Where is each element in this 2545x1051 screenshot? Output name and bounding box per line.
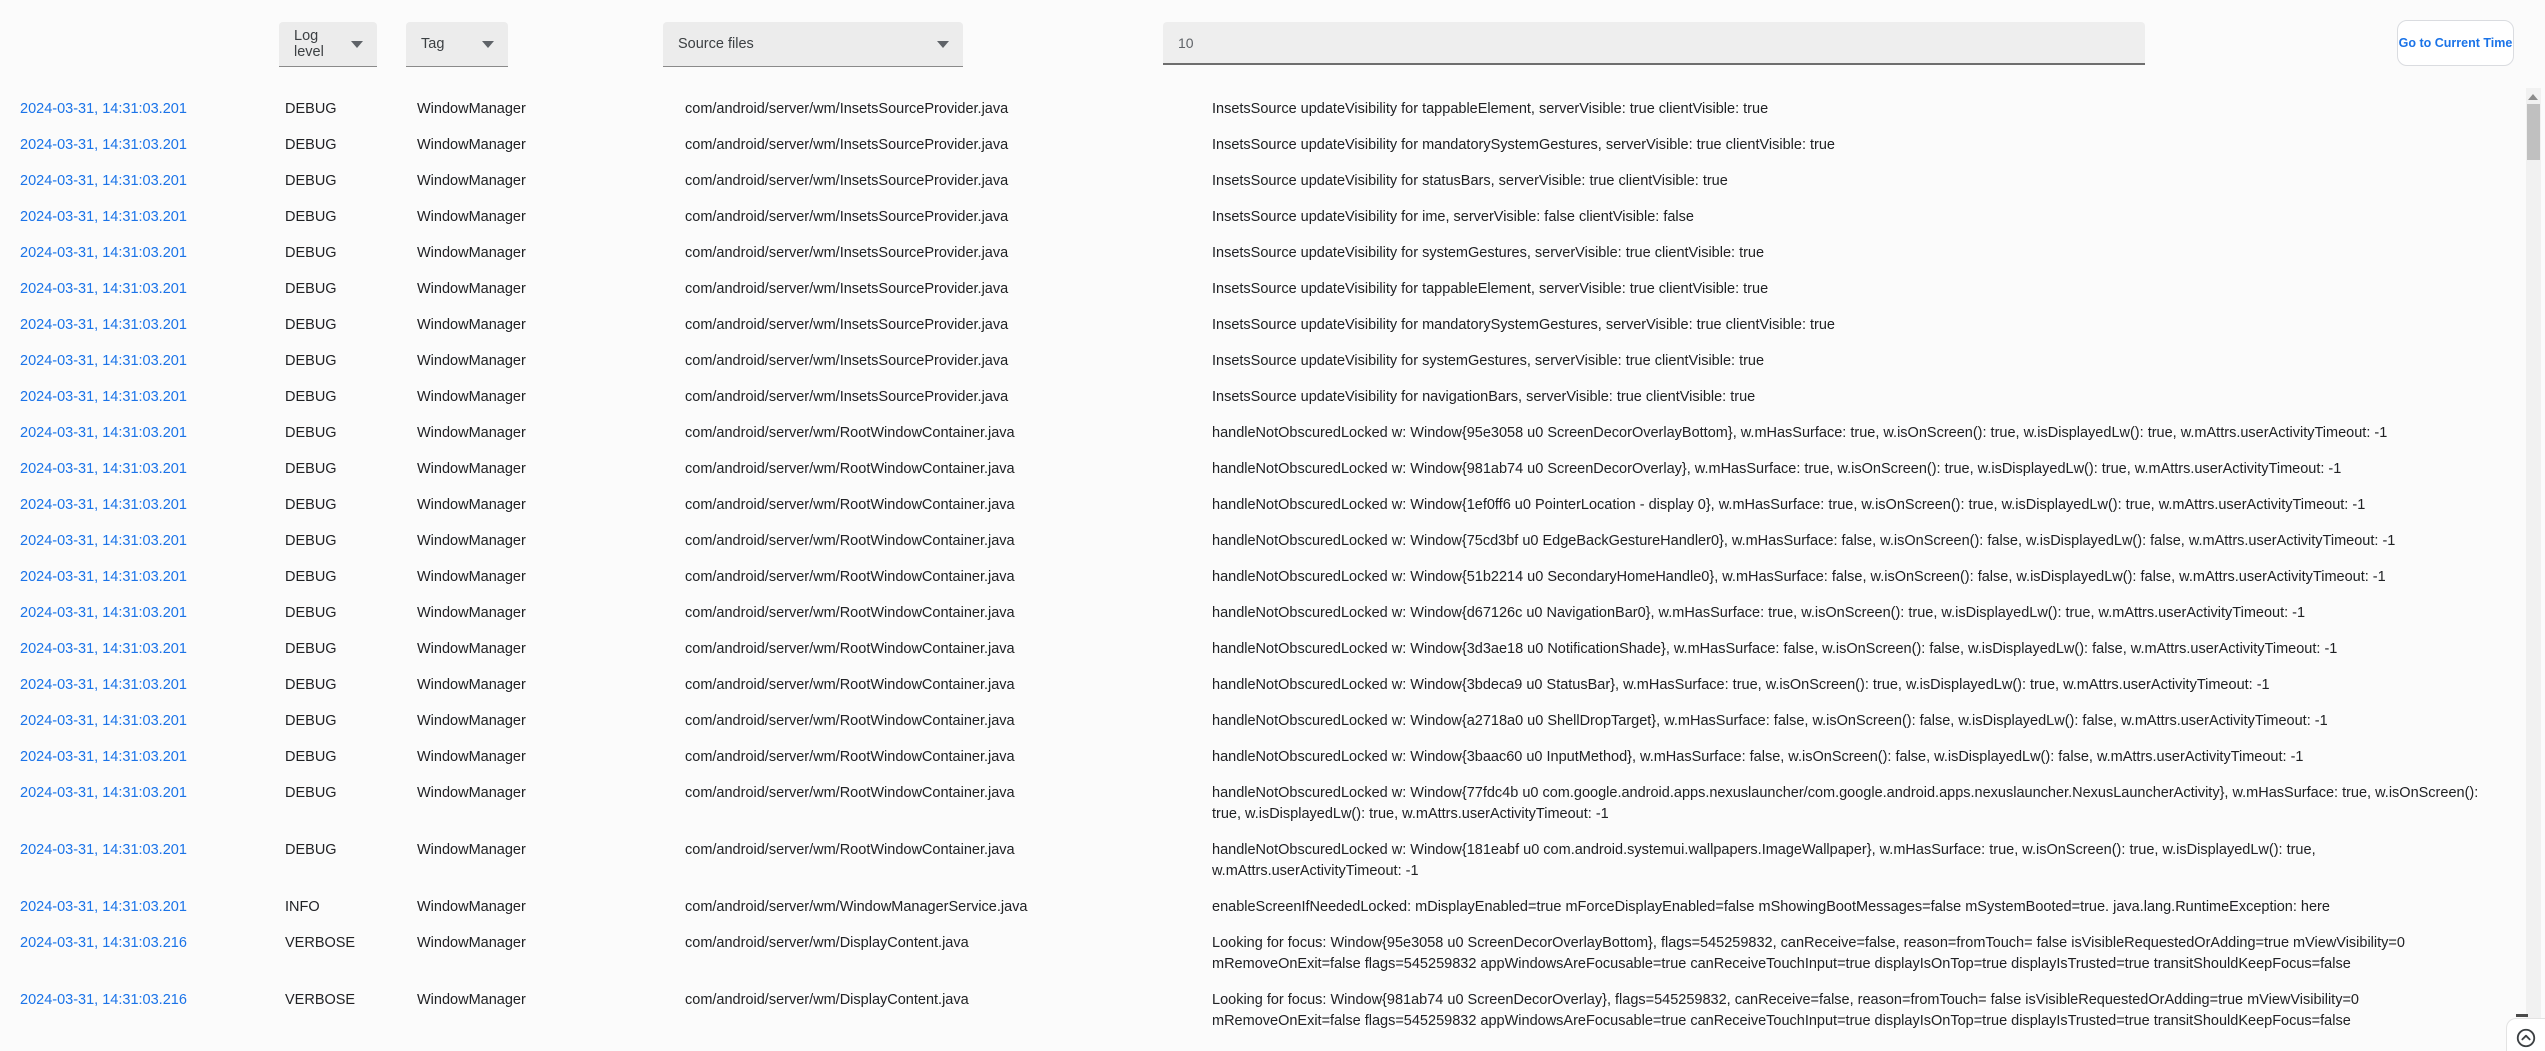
log-row <box>0 668 2527 704</box>
log-row <box>0 704 2527 740</box>
log-message-cell: InsetsSource updateVisibility for statusBars, serverVisible: true clientVisible: true <box>1212 173 1728 189</box>
log-message-cell: InsetsSource updateVisibility for tappableElement, serverVisible: true clientVisible: true <box>1212 101 1769 117</box>
source-files-select[interactable] <box>663 22 963 67</box>
log-message-cell: handleNotObscuredLocked w: Window{3baac60 u0 InputMethod}, w.mHasSurface: false, w.isOnScreen(): false, w.isDisplayedLw(): false, w.mAttrs.userActivityTimeout: -1 <box>1212 749 2304 765</box>
log-tag-cell: WindowManager <box>417 935 526 951</box>
log-row <box>0 632 2527 668</box>
log-row <box>0 416 2527 452</box>
source-files-select-label: Source files <box>678 36 754 52</box>
source-file-cell: com/android/server/wm/RootWindowContainer.java <box>685 713 1015 729</box>
log-row <box>0 128 2527 164</box>
scrollbar-thumb[interactable] <box>2527 104 2540 160</box>
log-level-cell: DEBUG <box>285 317 337 333</box>
timestamp-link[interactable]: 2024-03-31, 14:31:03.201 <box>20 101 187 117</box>
timestamp-link[interactable]: 2024-03-31, 14:31:03.201 <box>20 353 187 369</box>
log-message-cell: InsetsSource updateVisibility for mandatorySystemGestures, serverVisible: true clientVisible: true <box>1212 137 1835 153</box>
timestamp-link[interactable]: 2024-03-31, 14:31:03.201 <box>20 497 187 513</box>
log-level-cell: DEBUG <box>285 641 337 657</box>
log-row <box>0 272 2527 308</box>
log-tag-cell: WindowManager <box>417 245 526 261</box>
log-row <box>0 524 2527 560</box>
source-file-cell: com/android/server/wm/InsetsSourceProvider.java <box>685 173 1009 189</box>
log-message-cell: handleNotObscuredLocked w: Window{3d3ae18 u0 NotificationShade}, w.mHasSurface: false, w.isOnScreen(): false, w.isDisplayedLw(): false, w.mAttrs.userActivityTimeout: -1 <box>1212 641 2338 657</box>
log-message-cell: InsetsSource updateVisibility for systemGestures, serverVisible: true clientVisible: true <box>1212 353 1765 369</box>
log-level-cell: DEBUG <box>285 137 337 153</box>
log-level-cell: INFO <box>285 899 320 915</box>
log-row <box>0 596 2527 632</box>
log-message-cell: handleNotObscuredLocked w: Window{95e3058 u0 ScreenDecorOverlayBottom}, w.mHasSurface: true, w.isOnScreen(): true, w.isDisplayedLw(): true, w.mAttrs.userActivityTimeout: -1 <box>1212 425 2388 441</box>
log-level-cell: DEBUG <box>285 245 337 261</box>
filter-toolbar <box>0 0 2545 88</box>
timestamp-link[interactable]: 2024-03-31, 14:31:03.201 <box>20 209 187 225</box>
log-row <box>0 488 2527 524</box>
source-file-cell: com/android/server/wm/RootWindowContainer.java <box>685 533 1015 549</box>
log-message-cell: InsetsSource updateVisibility for mandatorySystemGestures, serverVisible: true clientVisible: true <box>1212 317 1835 333</box>
log-level-select-label: Log level <box>294 28 324 60</box>
timestamp-link[interactable]: 2024-03-31, 14:31:03.201 <box>20 245 187 261</box>
log-tag-cell: WindowManager <box>417 137 526 153</box>
log-level-cell: DEBUG <box>285 389 337 405</box>
source-file-cell: com/android/server/wm/RootWindowContainer.java <box>685 749 1015 765</box>
log-level-cell: DEBUG <box>285 749 337 765</box>
timestamp-link[interactable]: 2024-03-31, 14:31:03.201 <box>20 749 187 765</box>
caret-down-icon <box>482 41 494 48</box>
log-message-cell: handleNotObscuredLocked w: Window{181eabf u0 com.android.systemui.wallpapers.ImageWallpaper}, w.mHasSurface: true, w.isOnScreen(): true, w.isDisplayedLw(): true, w.mAttrs.userActivityTimeout: -1 <box>1212 842 2316 879</box>
log-row <box>0 380 2527 416</box>
log-row <box>0 200 2527 236</box>
log-message-cell: handleNotObscuredLocked w: Window{77fdc4b u0 com.google.android.apps.nexuslauncher/com.google.android.apps.nexuslauncher.NexusLauncherActivity}, w.mHasSurface: true, w.isOnScreen(): true, w.isDisplayedLw(): true, w.mAttrs.userActivityTimeout: -1 <box>1212 785 2479 822</box>
log-message-cell: InsetsSource updateVisibility for tappableElement, serverVisible: true clientVisible: true <box>1212 281 1769 297</box>
source-file-cell: com/android/server/wm/InsetsSourceProvider.java <box>685 101 1009 117</box>
source-file-cell: com/android/server/wm/RootWindowContainer.java <box>685 641 1015 657</box>
log-list <box>0 92 2527 1040</box>
log-message-cell: handleNotObscuredLocked w: Window{d67126c u0 NavigationBar0}, w.mHasSurface: true, w.isOnScreen(): true, w.isDisplayedLw(): true, w.mAttrs.userActivityTimeout: -1 <box>1212 605 2306 621</box>
source-file-cell: com/android/server/wm/RootWindowContainer.java <box>685 461 1015 477</box>
timestamp-link[interactable]: 2024-03-31, 14:31:03.201 <box>20 605 187 621</box>
tag-select-label: Tag <box>421 36 445 52</box>
log-tag-cell: WindowManager <box>417 713 526 729</box>
log-level-cell: DEBUG <box>285 353 337 369</box>
timestamp-link[interactable]: 2024-03-31, 14:31:03.201 <box>20 281 187 297</box>
log-tag-cell: WindowManager <box>417 101 526 117</box>
log-tag-cell: WindowManager <box>417 677 526 693</box>
source-file-cell: com/android/server/wm/RootWindowContainer.java <box>685 677 1015 693</box>
log-tag-cell: WindowManager <box>417 992 526 1008</box>
log-row <box>0 92 2527 128</box>
go-to-current-time-button[interactable]: Go to Current Time <box>2397 20 2514 66</box>
timestamp-link[interactable]: 2024-03-31, 14:31:03.201 <box>20 137 187 153</box>
timestamp-link[interactable]: 2024-03-31, 14:31:03.201 <box>20 713 187 729</box>
log-row <box>0 833 2527 890</box>
scrollbar-up-arrow-icon[interactable] <box>2528 94 2538 100</box>
source-file-cell: com/android/server/wm/DisplayContent.java <box>685 935 969 951</box>
timestamp-link[interactable]: 2024-03-31, 14:31:03.201 <box>20 389 187 405</box>
source-file-cell: com/android/server/wm/InsetsSourceProvider.java <box>685 389 1009 405</box>
timestamp-link[interactable]: 2024-03-31, 14:31:03.201 <box>20 842 187 858</box>
log-tag-cell: WindowManager <box>417 317 526 333</box>
source-file-cell: com/android/server/wm/WindowManagerService.java <box>685 899 1028 915</box>
log-row <box>0 983 2527 1040</box>
log-level-cell: DEBUG <box>285 842 337 858</box>
timestamp-link[interactable]: 2024-03-31, 14:31:03.201 <box>20 173 187 189</box>
line-count-input[interactable] <box>1163 22 2145 65</box>
log-level-cell: DEBUG <box>285 425 337 441</box>
timestamp-link[interactable]: 2024-03-31, 14:31:03.216 <box>20 992 187 1008</box>
source-file-cell: com/android/server/wm/InsetsSourceProvider.java <box>685 245 1009 261</box>
log-row <box>0 926 2527 983</box>
log-tag-cell: WindowManager <box>417 389 526 405</box>
log-row <box>0 236 2527 272</box>
source-file-cell: com/android/server/wm/InsetsSourceProvider.java <box>685 353 1009 369</box>
timestamp-link[interactable]: 2024-03-31, 14:31:03.201 <box>20 461 187 477</box>
log-tag-cell: WindowManager <box>417 533 526 549</box>
caret-down-icon <box>937 41 949 48</box>
timestamp-link[interactable]: 2024-03-31, 14:31:03.201 <box>20 569 187 585</box>
log-level-cell: DEBUG <box>285 569 337 585</box>
log-message-cell: handleNotObscuredLocked w: Window{3bdeca9 u0 StatusBar}, w.mHasSurface: true, w.isOnScreen(): true, w.isDisplayedLw(): true, w.mAttrs.userActivityTimeout: -1 <box>1212 677 2270 693</box>
timestamp-link[interactable]: 2024-03-31, 14:31:03.201 <box>20 317 187 333</box>
log-row <box>0 164 2527 200</box>
log-level-select[interactable] <box>279 22 377 67</box>
log-message-cell: handleNotObscuredLocked w: Window{981ab74 u0 ScreenDecorOverlay}, w.mHasSurface: true, w.isOnScreen(): true, w.isDisplayedLw(): true, w.mAttrs.userActivityTimeout: -1 <box>1212 461 2342 477</box>
log-message-cell: handleNotObscuredLocked w: Window{1ef0ff6 u0 PointerLocation - display 0}, w.mHasSurface: true, w.isOnScreen(): true, w.isDisplayedLw(): true, w.mAttrs.userActivityTimeout: -1 <box>1212 497 2366 513</box>
log-level-cell: VERBOSE <box>285 935 356 951</box>
log-level-cell: DEBUG <box>285 677 337 693</box>
log-message-cell: handleNotObscuredLocked w: Window{a2718a0 u0 ShellDropTarget}, w.mHasSurface: false, w.isOnScreen(): false, w.isDisplayedLw(): false, w.mAttrs.userActivityTimeout: -1 <box>1212 713 2328 729</box>
log-level-cell: DEBUG <box>285 533 337 549</box>
timestamp-link[interactable]: 2024-03-31, 14:31:03.201 <box>20 899 187 915</box>
log-row <box>0 452 2527 488</box>
log-row <box>0 740 2527 776</box>
log-tag-cell: WindowManager <box>417 497 526 513</box>
timestamp-link[interactable]: 2024-03-31, 14:31:03.216 <box>20 935 187 951</box>
log-row <box>0 560 2527 596</box>
log-tag-cell: WindowManager <box>417 281 526 297</box>
log-tag-cell: WindowManager <box>417 425 526 441</box>
log-tag-cell: WindowManager <box>417 785 526 801</box>
log-message-cell: enableScreenIfNeededLocked: mDisplayEnabled=true mForceDisplayEnabled=false mShowingBootMessages=false mSystemBooted=true. java.lang.RuntimeException: here <box>1212 899 2330 915</box>
scrollbar-down-arrow-icon[interactable] <box>2516 1014 2528 1017</box>
timestamp-link[interactable]: 2024-03-31, 14:31:03.201 <box>20 677 187 693</box>
timestamp-link[interactable]: 2024-03-31, 14:31:03.201 <box>20 425 187 441</box>
log-level-cell: DEBUG <box>285 713 337 729</box>
log-tag-cell: WindowManager <box>417 641 526 657</box>
log-row <box>0 776 2527 833</box>
log-tag-cell: WindowManager <box>417 353 526 369</box>
log-message-cell: InsetsSource updateVisibility for systemGestures, serverVisible: true clientVisible: true <box>1212 245 1765 261</box>
log-message-cell: handleNotObscuredLocked w: Window{75cd3bf u0 EdgeBackGestureHandler0}, w.mHasSurface: false, w.isOnScreen(): false, w.isDisplayedLw(): false, w.mAttrs.userActivityTimeout: -1 <box>1212 533 2396 549</box>
chevron-up-circle-icon <box>2515 1027 2537 1049</box>
log-message-cell: InsetsSource updateVisibility for ime, serverVisible: false clientVisible: false <box>1212 209 1694 225</box>
source-file-cell: com/android/server/wm/RootWindowContainer.java <box>685 785 1015 801</box>
source-file-cell: com/android/server/wm/InsetsSourceProvider.java <box>685 137 1009 153</box>
log-tag-cell: WindowManager <box>417 899 526 915</box>
log-level-cell: VERBOSE <box>285 992 356 1008</box>
log-level-cell: DEBUG <box>285 281 337 297</box>
jump-to-top-button[interactable] <box>2506 1018 2545 1051</box>
log-level-cell: DEBUG <box>285 209 337 225</box>
log-message-cell: InsetsSource updateVisibility for navigationBars, serverVisible: true clientVisible: true <box>1212 389 1756 405</box>
source-file-cell: com/android/server/wm/RootWindowContainer.java <box>685 497 1015 513</box>
log-row <box>0 344 2527 380</box>
log-row <box>0 890 2527 926</box>
log-message-cell: Looking for focus: Window{981ab74 u0 ScreenDecorOverlay}, flags=545259832, canReceive=false, reason=fromTouch= false isVisibleRequestedOrAdding=true mViewVisibility=0 mRemoveOnExit=false flags=545259832 appWindowsAreFocusable=true canReceiveTouchInput=true displayIsOnTop=true displayIsTrusted=true transitShouldKeepFocus=false <box>1212 992 2359 1029</box>
source-file-cell: com/android/server/wm/DisplayContent.java <box>685 992 969 1008</box>
log-message-cell: handleNotObscuredLocked w: Window{51b2214 u0 SecondaryHomeHandle0}, w.mHasSurface: false, w.isOnScreen(): false, w.isDisplayedLw(): false, w.mAttrs.userActivityTimeout: -1 <box>1212 569 2386 585</box>
source-file-cell: com/android/server/wm/InsetsSourceProvider.java <box>685 281 1009 297</box>
log-tag-cell: WindowManager <box>417 749 526 765</box>
timestamp-link[interactable]: 2024-03-31, 14:31:03.201 <box>20 641 187 657</box>
timestamp-link[interactable]: 2024-03-31, 14:31:03.201 <box>20 533 187 549</box>
source-file-cell: com/android/server/wm/InsetsSourceProvider.java <box>685 209 1009 225</box>
log-level-cell: DEBUG <box>285 605 337 621</box>
source-file-cell: com/android/server/wm/RootWindowContainer.java <box>685 569 1015 585</box>
source-file-cell: com/android/server/wm/RootWindowContainer.java <box>685 842 1015 858</box>
log-tag-cell: WindowManager <box>417 842 526 858</box>
log-row <box>0 308 2527 344</box>
tag-select[interactable] <box>406 22 508 67</box>
timestamp-link[interactable]: 2024-03-31, 14:31:03.201 <box>20 785 187 801</box>
caret-down-icon <box>351 41 363 48</box>
log-level-cell: DEBUG <box>285 101 337 117</box>
log-tag-cell: WindowManager <box>417 569 526 585</box>
log-tag-cell: WindowManager <box>417 209 526 225</box>
log-level-cell: DEBUG <box>285 461 337 477</box>
log-tag-cell: WindowManager <box>417 605 526 621</box>
source-file-cell: com/android/server/wm/RootWindowContainer.java <box>685 605 1015 621</box>
log-message-cell: Looking for focus: Window{95e3058 u0 ScreenDecorOverlayBottom}, flags=545259832, canReceive=false, reason=fromTouch= false isVisibleRequestedOrAdding=true mViewVisibility=0 mRemoveOnExit=false flags=545259832 appWindowsAreFocusable=true canReceiveTouchInput=true displayIsOnTop=true displayIsTrusted=true transitShouldKeepFocus=false <box>1212 935 2405 972</box>
vertical-scrollbar[interactable] <box>2526 88 2541 1051</box>
log-tag-cell: WindowManager <box>417 173 526 189</box>
source-file-cell: com/android/server/wm/RootWindowContainer.java <box>685 425 1015 441</box>
log-level-cell: DEBUG <box>285 173 337 189</box>
log-level-cell: DEBUG <box>285 785 337 801</box>
log-tag-cell: WindowManager <box>417 461 526 477</box>
log-level-cell: DEBUG <box>285 497 337 513</box>
source-file-cell: com/android/server/wm/InsetsSourceProvider.java <box>685 317 1009 333</box>
